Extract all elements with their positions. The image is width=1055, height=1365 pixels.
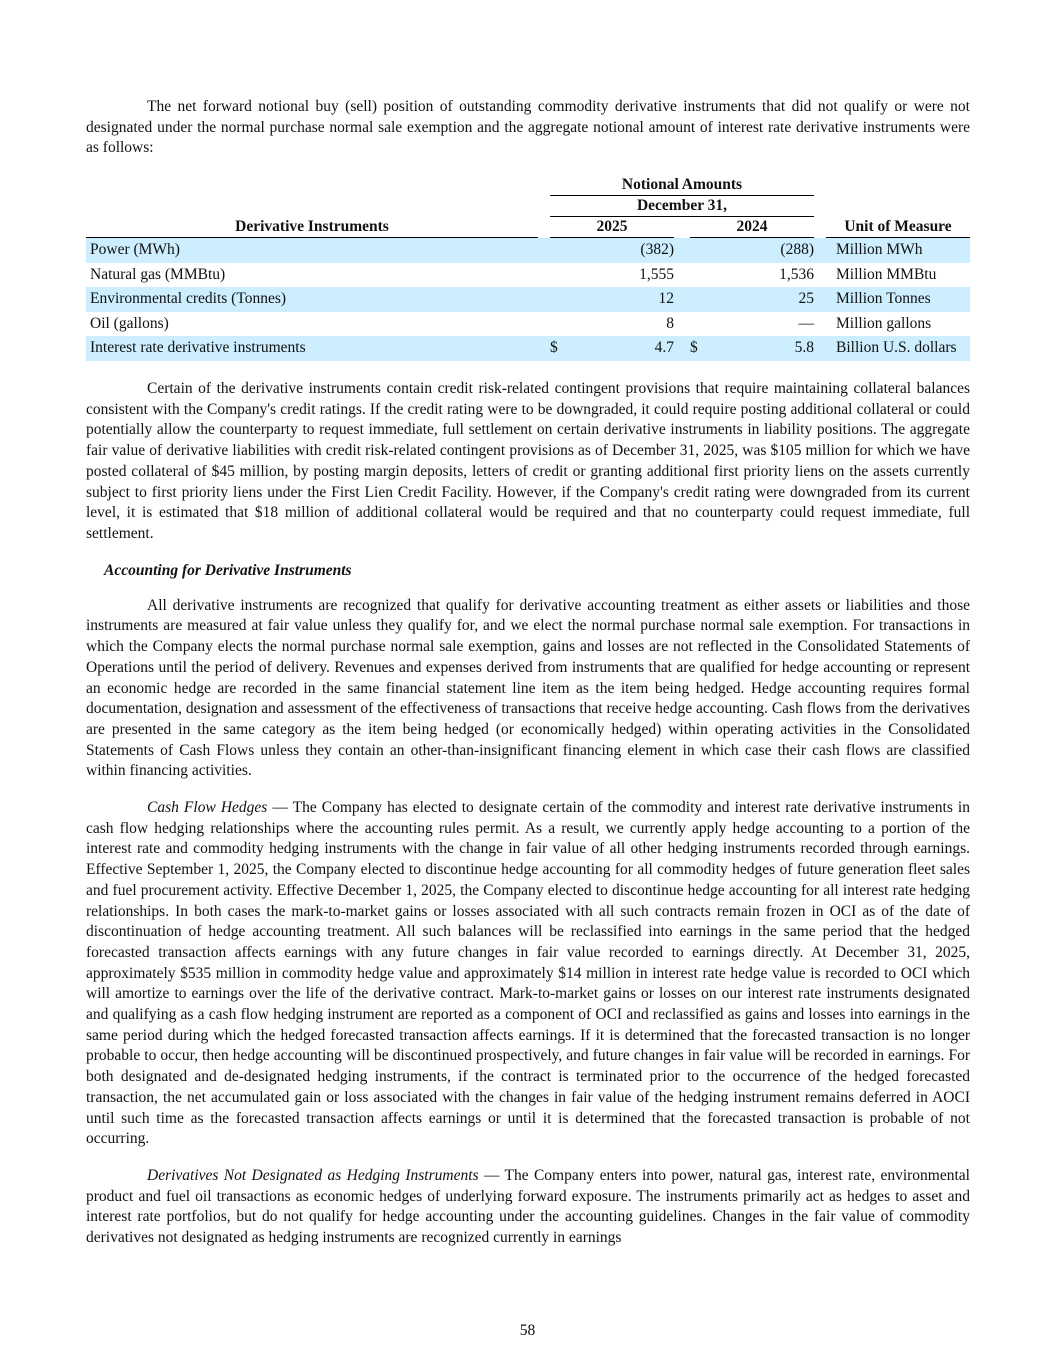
non-designated-text: The Company enters into power, natural gas, interest rate, environmental product and fuel oil transactions as economic hedges of underlying forward exposure. The instruments primarily act as hedges to asset and interest rate portfolios, but do not qualify for hedge accounting under the accounting guidelines. Changes in the fair value of commodity derivatives not designated as hedging instruments are recognized currently in earnings (86, 1166, 970, 1247)
currency-symbol (550, 312, 564, 337)
unit-of-measure: Million MMBtu (836, 265, 937, 283)
year-2025-header: 2025 (550, 217, 674, 238)
value-2024: (288) (704, 238, 814, 263)
cash-flow-hedges-paragraph (86, 798, 970, 1150)
row-label: Natural gas (MMBtu) (90, 265, 226, 283)
currency-symbol (690, 238, 704, 263)
table-row (86, 238, 970, 263)
table-row (86, 263, 970, 288)
unit-of-measure: Million MWh (826, 238, 970, 263)
table-row (86, 287, 970, 312)
non-designated-title: Derivatives Not Designated as Hedging Instruments (147, 1166, 479, 1184)
em-dash-separator: — (267, 799, 293, 817)
currency-symbol (690, 312, 704, 337)
table-row (86, 312, 970, 337)
value-2025: 12 (564, 287, 674, 312)
currency-symbol: $ (550, 336, 564, 361)
non-designated-paragraph (86, 1166, 970, 1249)
table-row (86, 336, 970, 361)
em-dash-separator: — (478, 1166, 505, 1184)
accounting-paragraph: All derivative instruments are recognized that qualify for derivative accounting treatment as either assets or liabilities and those instruments are measured at fair value unless they qualify for, and we elect the normal purchase normal sale exemption. For transactions in which the Company elects the normal purchase normal sale exemption, gains and losses are not reflected in the Consolidated Statements of Operations until the period of delivery. Revenues and expenses derived from instruments that are qualified for hedge accounting or represent an economic hedge are recorded in the same financial statement line item as the item being hedged. Hedge accounting requires formal documentation, designation and assessment of the effectiveness of transactions that receive hedge accounting. Cash flows from the derivatives are presented in the same category as the item being hedged (or economically hedged) within operating activities in the Consolidated Statements of Cash Flows unless they contain an other-than-insignificant financing element in which case their cash flows are classified within financing activities. (86, 596, 970, 780)
value-2025: (382) (564, 238, 674, 263)
unit-of-measure: Billion U.S. dollars (826, 336, 970, 361)
row-label: Environmental credits (Tonnes) (86, 287, 538, 312)
currency-symbol (690, 287, 704, 312)
accounting-subheading: Accounting for Derivative Instruments (104, 561, 352, 579)
value-2025: 4.7 (564, 336, 674, 361)
currency-symbol (550, 287, 564, 312)
unit-of-measure-header: Unit of Measure (826, 217, 970, 238)
page-number: 58 (519, 1322, 536, 1339)
table-header-group (86, 175, 970, 196)
notional-amounts-table (86, 175, 970, 361)
currency-symbol: $ (690, 336, 704, 361)
cash-flow-hedges-title: Cash Flow Hedges (147, 799, 268, 817)
notional-amounts-header: Notional Amounts (550, 175, 814, 196)
table-header-date (86, 196, 970, 217)
currency-symbol (690, 263, 704, 288)
derivative-instruments-header: Derivative Instruments (86, 217, 538, 238)
row-label: Interest rate derivative instruments (86, 336, 538, 361)
december-31-header: December 31, (550, 196, 814, 217)
row-label: Power (MWh) (86, 238, 538, 263)
year-2024-header: 2024 (690, 217, 814, 238)
row-label: Oil (gallons) (90, 314, 169, 332)
document-page (86, 97, 970, 1265)
currency-symbol (550, 263, 564, 288)
credit-risk-paragraph: Certain of the derivative instruments contain credit risk-related contingent provisions that require maintaining collateral balances consistent with the Company's credit ratings. If the credit rating were to be downgraded, it could require posting additional collateral or could potentially allow the counterparty to request immediate, full settlement on certain derivative instruments in liability positions. The aggregate fair value of derivative liabilities with credit risk-related contingent provisions as of December 31, 2025, was $105 million for which we have posted collateral of $45 million, by posting margin deposits, letters of credit or granting additional first priority liens on the assets currently subject to first priority liens under the First Lien Credit Facility. However, if the Company's credit rating were downgraded from its current level, it is estimated that $18 million of additional collateral would be required and that no counterparty could request immediate, full settlement. (86, 380, 970, 542)
value-2025: 8 (666, 314, 674, 332)
value-2024: 5.8 (704, 336, 814, 361)
value-2024: 25 (704, 287, 814, 312)
value-2024: 1,536 (779, 265, 814, 283)
intro-paragraph: The net forward notional buy (sell) position of outstanding commodity derivative instruments that did not qualify or were not designated under the normal purchase normal sale exemption and the aggregate notional amount of interest rate derivative instruments were as follows: (86, 98, 970, 157)
cash-flow-hedges-text: The Company has elected to designate certain of the commodity and interest rate derivative instruments in cash flow hedging relationships where the accounting rules permit. As a result, we currently apply hedge accounting to a portion of the interest rate and commodity hedging instruments with the change in fair value of all other hedging instruments recorded through earnings. Effective September 1, 2025, the Company elected to discontinue hedge accounting for all commodity hedges of future generation fleet sales and fuel procurement activity. Effective December 1, 2025, the Company elected to discontinue hedge accounting for all interest rate hedging relationships. In both cases the mark-to-market gains or losses associated with all such contracts remain frozen in OCI as of the date of discontinuation of hedge accounting treatment. All such balances will be reclassified into earnings in the same period that the hedged forecasted transaction affects earnings with any future changes in fair value recorded to earnings directly. At December 31, 2025, approximately $535 million in commodity hedge value and approximately $14 million in interest rate hedge value is recorded to OCI which will amortize to earnings over the life of the derivative contract. Mark-to-market gains or losses on our interest rate instruments designated and qualifying as a cash flow hedging instrument are reported as a component of OCI and reclassified as gains and losses into earnings in the same period during which the hedged forecasted transaction affects earnings. If it is determined that the forecasted transaction is no longer probable to occur, then hedge accounting will be discontinued prospectively, and future changes in fair value will be recorded in earnings. For both designated and de-designated hedging instruments, if the contract is terminated prior to the occurrence of the hedged forecasted transaction, the net accumulated gain or loss associated with the changes in fair value of the hedging instrument remains deferred in AOCI until such time as the forecasted transaction affects earnings or until it is determined that the forecasted transaction is probable of not occurring. (86, 799, 970, 1148)
currency-symbol (550, 238, 564, 263)
unit-of-measure: Million Tonnes (826, 287, 970, 312)
value-2025: 1,555 (639, 265, 674, 283)
unit-of-measure: Million gallons (836, 314, 932, 332)
value-2024: — (798, 314, 814, 332)
table-header-columns (86, 217, 970, 238)
